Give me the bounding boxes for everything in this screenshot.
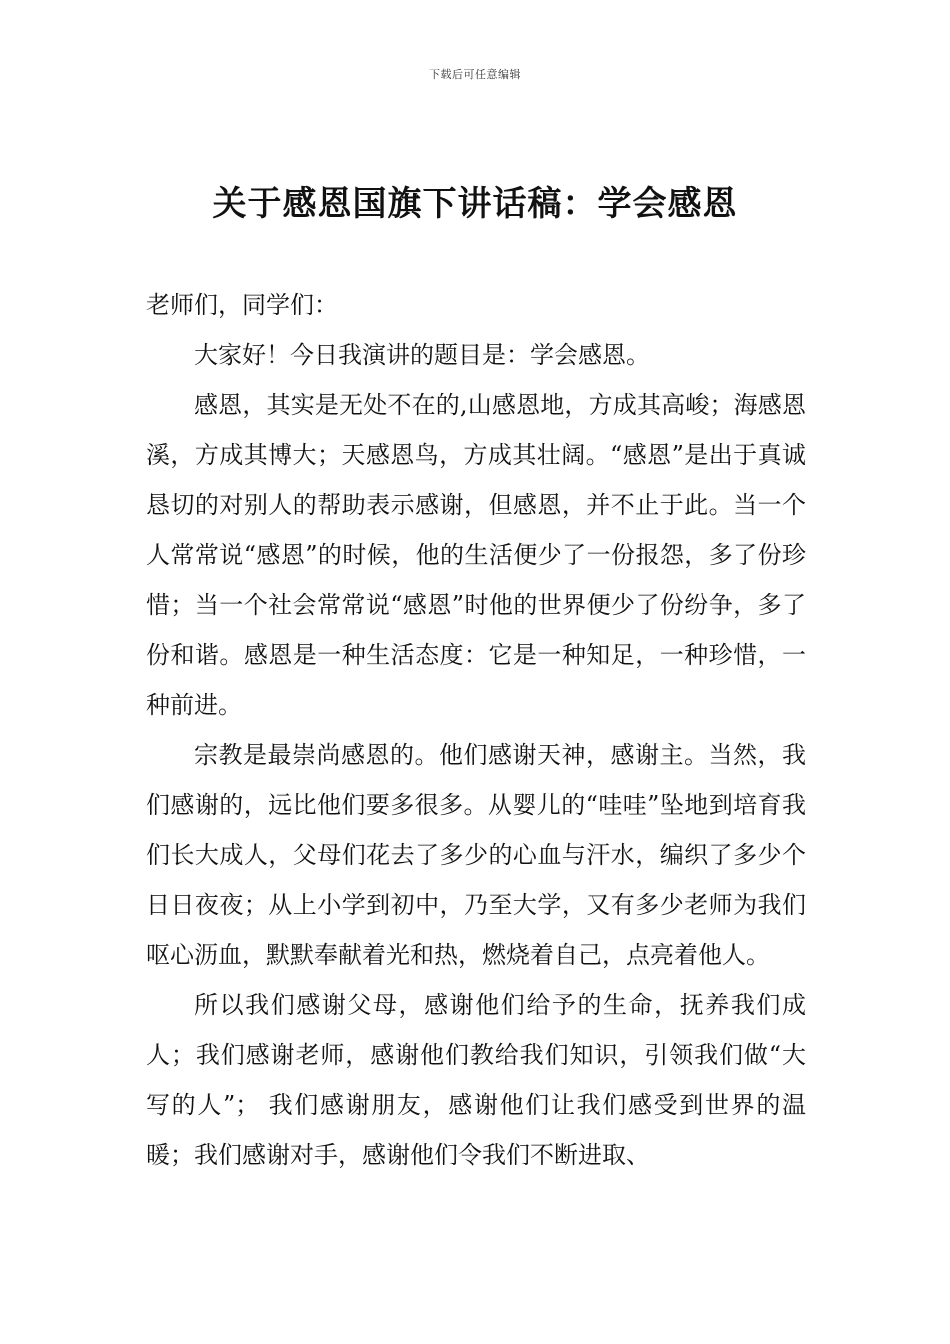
paragraph-greeting: 大家好！今日我演讲的题目是：学会感恩。 (194, 341, 650, 369)
document-body (146, 280, 806, 1180)
salutation: 老师们，同学们： (146, 291, 338, 319)
header-note: 下载后可任意编辑 (429, 68, 521, 81)
paragraph-thanks-list: 所以我们感谢父母，感谢他们给予的生命，抚养我们成人；我们感谢老师，感谢他们教给我们知识，引领我们做“大写的人”； 我们感谢朋友，感谢他们让我们感受到世界的温暖；我们感谢对手，感谢他们令我们不断进取、 (146, 991, 806, 1169)
paragraph-religion-parents-teachers: 宗教是最崇尚感恩的。他们感谢天神，感谢主。当然，我们感谢的，远比他们要多很多。从婴儿的“哇哇”坠地到培育我们长大成人，父母们花去了多少的心血与汗水，编织了多少个日日夜夜；从上小学到初中，乃至大学，又有多少老师为我们呕心沥血，默默奉献着光和热，燃烧着自己，点亮着他人。 (146, 741, 806, 969)
paragraph-gratitude-definition: 感恩，其实是无处不在的,山感恩地，方成其高峻；海感恩溪，方成其博大；天感恩鸟，方成其壮阔。“感恩”是出于真诚恳切的对别人的帮助表示感谢，但感恩，并不止于此。当一个人常常说“感恩”的时候，他的生活便少了一份报怨，多了份珍惜；当一个社会常常说“感恩”时他的世界便少了份纷争，多了份和谐。感恩是一种生活态度：它是一种知足，一种珍惜，一种前进。 (146, 391, 806, 719)
document-title: 关于感恩国旗下讲话稿：学会感恩 (212, 184, 738, 224)
